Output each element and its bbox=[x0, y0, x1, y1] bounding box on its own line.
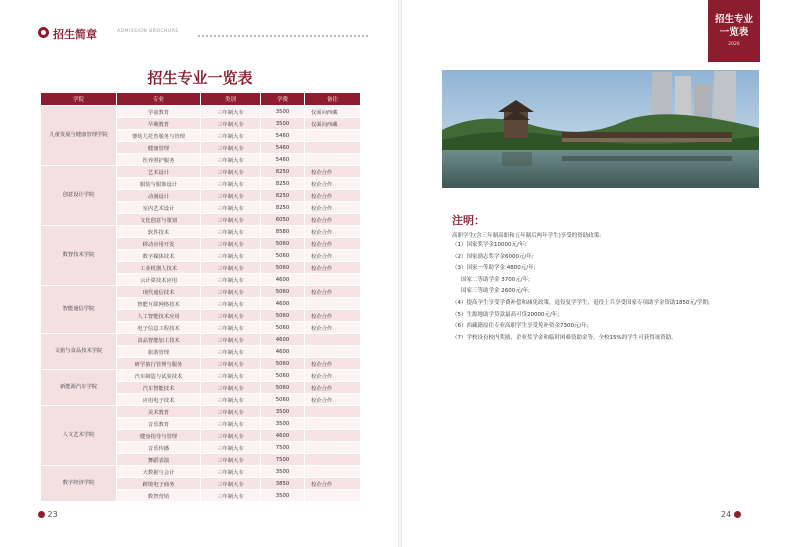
note-cell: 校企合作 bbox=[305, 262, 361, 274]
note-cell: 校企合作 bbox=[305, 250, 361, 262]
college-cell: 文旅与食品技术学院 bbox=[41, 334, 117, 370]
left-page bbox=[0, 0, 398, 547]
type-cell: 三年制大专 bbox=[201, 430, 261, 442]
type-cell: 三年制大专 bbox=[201, 226, 261, 238]
note-cell bbox=[305, 406, 361, 418]
fee-cell: 4600 bbox=[261, 334, 305, 346]
college-cell: 人文艺术学院 bbox=[41, 406, 117, 466]
note-cell: 校企合作 bbox=[305, 394, 361, 406]
note-cell: 校企合作 bbox=[305, 286, 361, 298]
corner-title-line1: 招生专业 bbox=[714, 14, 753, 25]
page-number-left-label: 23 bbox=[47, 510, 58, 519]
major-cell: 舞蹈表演 bbox=[117, 454, 201, 466]
note-cell bbox=[305, 154, 361, 166]
major-cell: 数智营销 bbox=[117, 490, 201, 502]
fee-cell: 4600 bbox=[261, 430, 305, 442]
fee-cell: 8580 bbox=[261, 226, 305, 238]
fee-cell: 3850 bbox=[261, 478, 305, 490]
type-cell: 三年制大专 bbox=[201, 250, 261, 262]
major-cell: 健康管理 bbox=[117, 142, 201, 154]
major-cell: 服装与服饰设计 bbox=[117, 178, 201, 190]
fee-cell: 5060 bbox=[261, 310, 305, 322]
fee-cell: 4600 bbox=[261, 298, 305, 310]
page-number-right-label: 24 bbox=[721, 510, 732, 519]
fee-cell: 3500 bbox=[261, 466, 305, 478]
fee-cell: 4600 bbox=[261, 274, 305, 286]
header-fee: 学费 bbox=[261, 93, 305, 106]
major-cell: 汽车智能技术 bbox=[117, 382, 201, 394]
type-cell: 三年制大专 bbox=[201, 154, 261, 166]
fee-cell: 5060 bbox=[261, 262, 305, 274]
fee-cell: 3500 bbox=[261, 406, 305, 418]
fee-cell: 5060 bbox=[261, 286, 305, 298]
fee-cell: 3500 bbox=[261, 418, 305, 430]
note-list bbox=[452, 240, 762, 344]
note-cell: 校企合作 bbox=[305, 322, 361, 334]
major-cell: 人工智能技术应用 bbox=[117, 310, 201, 322]
corner-tab bbox=[708, 0, 760, 62]
brand-logo-icon bbox=[38, 27, 49, 38]
note-item: （7）学校设有校内奖励、企业奖学金和临时困难资助金等，全校15%的学生可获得该资助。 bbox=[452, 334, 677, 341]
note-item: （5）生源地助学贷款最高可贷20000元/年; bbox=[452, 311, 560, 318]
type-cell: 三年制大专 bbox=[201, 262, 261, 274]
college-cell: 数智技术学院 bbox=[41, 226, 117, 286]
fee-cell: 5060 bbox=[261, 394, 305, 406]
brochure-header bbox=[38, 26, 368, 40]
type-cell: 三年制大专 bbox=[201, 406, 261, 418]
table-row bbox=[41, 286, 361, 298]
type-cell: 三年制大专 bbox=[201, 118, 261, 130]
major-cell: 美术教育 bbox=[117, 406, 201, 418]
fee-cell: 5460 bbox=[261, 130, 305, 142]
note-cell bbox=[305, 142, 361, 154]
header-divider bbox=[198, 35, 368, 37]
major-cell: 早期教育 bbox=[117, 118, 201, 130]
fee-cell: 7500 bbox=[261, 454, 305, 466]
major-cell: 文化创意与策划 bbox=[117, 214, 201, 226]
note-cell: 校企合作 bbox=[305, 382, 361, 394]
note-cell: 校企合作 bbox=[305, 358, 361, 370]
table-row bbox=[41, 406, 361, 418]
type-cell: 三年制大专 bbox=[201, 394, 261, 406]
major-cell: 动漫设计 bbox=[117, 190, 201, 202]
note-item: 国家三等助学金 2600元/年; bbox=[461, 288, 530, 295]
page-number-left bbox=[38, 510, 58, 519]
type-cell: 三年制大专 bbox=[201, 190, 261, 202]
header-subtitle: ADMISSION BROCHURE bbox=[117, 29, 179, 34]
type-cell: 三年制大专 bbox=[201, 142, 261, 154]
major-cell: 云计算技术应用 bbox=[117, 274, 201, 286]
college-cell: 智能通信学院 bbox=[41, 286, 117, 334]
major-cell: 室内艺术设计 bbox=[117, 202, 201, 214]
major-cell: 音乐教育 bbox=[117, 418, 201, 430]
type-cell: 三年制大专 bbox=[201, 274, 261, 286]
type-cell: 三年制大专 bbox=[201, 346, 261, 358]
type-cell: 三年制大专 bbox=[201, 106, 261, 118]
note-cell bbox=[305, 430, 361, 442]
table-body bbox=[41, 106, 361, 502]
fee-cell: 5060 bbox=[261, 250, 305, 262]
major-cell: 工业机器人技术 bbox=[117, 262, 201, 274]
page-dot-icon bbox=[734, 511, 741, 518]
fee-cell: 8250 bbox=[261, 190, 305, 202]
header-type: 类别 bbox=[201, 93, 261, 106]
type-cell: 三年制大专 bbox=[201, 322, 261, 334]
note-title: 注明： bbox=[452, 214, 485, 227]
note-cell: 校企合作 bbox=[305, 310, 361, 322]
major-cell: 医养照护服务 bbox=[117, 154, 201, 166]
note-cell bbox=[305, 454, 361, 466]
type-cell: 三年制大专 bbox=[201, 214, 261, 226]
note-item: （3）国家一等助学金 4800元/年; bbox=[452, 265, 536, 272]
note-cell: 校企合作 bbox=[305, 178, 361, 190]
fee-cell: 6050 bbox=[261, 214, 305, 226]
note-cell bbox=[305, 334, 361, 346]
major-cell: 跨境电子商务 bbox=[117, 478, 201, 490]
type-cell: 三年制大专 bbox=[201, 418, 261, 430]
major-cell: 应用电子技术 bbox=[117, 394, 201, 406]
fee-cell: 3500 bbox=[261, 118, 305, 130]
note-cell: 校企合作 bbox=[305, 214, 361, 226]
major-cell: 汽车制造与试验技术 bbox=[117, 370, 201, 382]
major-cell: 电子信息工程技术 bbox=[117, 322, 201, 334]
note-cell bbox=[305, 466, 361, 478]
note-cell: 校企合作 bbox=[305, 166, 361, 178]
corner-title-line2: 一览表 bbox=[719, 27, 749, 38]
fee-cell: 3500 bbox=[261, 106, 305, 118]
major-cell: 研学旅行管理与服务 bbox=[117, 358, 201, 370]
note-cell: 仅面向西藏 bbox=[305, 118, 361, 130]
type-cell: 三年制大专 bbox=[201, 178, 261, 190]
majors-table bbox=[40, 92, 361, 502]
table-row bbox=[41, 334, 361, 346]
note-item: （2）国家励志奖学金6000元/年; bbox=[452, 253, 534, 260]
fee-cell: 5060 bbox=[261, 358, 305, 370]
fee-cell: 5460 bbox=[261, 142, 305, 154]
type-cell: 三年制大专 bbox=[201, 358, 261, 370]
fee-cell: 8250 bbox=[261, 202, 305, 214]
header-title: 招生简章 bbox=[53, 28, 97, 41]
type-cell: 三年制大专 bbox=[201, 466, 261, 478]
note-cell bbox=[305, 442, 361, 454]
page-number-right bbox=[721, 510, 741, 519]
type-cell: 三年制大专 bbox=[201, 334, 261, 346]
table-row bbox=[41, 106, 361, 118]
note-cell bbox=[305, 418, 361, 430]
type-cell: 三年制大专 bbox=[201, 490, 261, 502]
note-cell bbox=[305, 490, 361, 502]
note-cell: 校企合作 bbox=[305, 370, 361, 382]
major-cell: 婴幼儿托育服务与管理 bbox=[117, 130, 201, 142]
note-item: （6）西藏籍原住专业高职学生享受免补资金7300元/年; bbox=[452, 323, 589, 330]
major-cell: 数字媒体技术 bbox=[117, 250, 201, 262]
type-cell: 三年制大专 bbox=[201, 310, 261, 322]
header-note: 备注 bbox=[305, 93, 361, 106]
fee-cell: 5060 bbox=[261, 382, 305, 394]
college-cell: 儿童发展与健康管理学院 bbox=[41, 106, 117, 166]
header-major: 专业 bbox=[117, 93, 201, 106]
campus-photo bbox=[442, 70, 759, 188]
note-item: 国家二等助学金 3700元/年; bbox=[461, 276, 530, 283]
college-cell: 创意设计学院 bbox=[41, 166, 117, 226]
major-cell: 大数据与会计 bbox=[117, 466, 201, 478]
college-cell: 数字经济学院 bbox=[41, 466, 117, 502]
major-cell: 艺术设计 bbox=[117, 166, 201, 178]
table-row bbox=[41, 370, 361, 382]
page-dot-icon bbox=[38, 511, 45, 518]
note-cell: 校企合作 bbox=[305, 190, 361, 202]
type-cell: 三年制大专 bbox=[201, 286, 261, 298]
note-cell bbox=[305, 298, 361, 310]
type-cell: 三年制大专 bbox=[201, 298, 261, 310]
major-cell: 智能互联网络技术 bbox=[117, 298, 201, 310]
major-cell: 移动应用开发 bbox=[117, 238, 201, 250]
major-cell: 软件技术 bbox=[117, 226, 201, 238]
fee-cell: 7500 bbox=[261, 442, 305, 454]
header-college: 学院 bbox=[41, 93, 117, 106]
table-row bbox=[41, 166, 361, 178]
major-cell: 学前教育 bbox=[117, 106, 201, 118]
note-item: （1）国家奖学金10000元/年; bbox=[452, 242, 527, 248]
corner-year: 2026 bbox=[728, 42, 740, 47]
type-cell: 三年制大专 bbox=[201, 454, 261, 466]
type-cell: 三年制大专 bbox=[201, 382, 261, 394]
table-row bbox=[41, 226, 361, 238]
note-cell: 校企合作 bbox=[305, 202, 361, 214]
note-intro: 高职学生(含三年制高职和五年制后两年学生)享受的资助政策: bbox=[452, 233, 602, 239]
table-header-row bbox=[41, 93, 361, 106]
fee-cell: 5060 bbox=[261, 322, 305, 334]
type-cell: 三年制大专 bbox=[201, 238, 261, 250]
fee-cell: 5460 bbox=[261, 154, 305, 166]
fee-cell: 4600 bbox=[261, 346, 305, 358]
type-cell: 三年制大专 bbox=[201, 202, 261, 214]
major-cell: 食品智能加工技术 bbox=[117, 334, 201, 346]
type-cell: 三年制大专 bbox=[201, 166, 261, 178]
note-cell: 仅面向西藏 bbox=[305, 106, 361, 118]
note-cell bbox=[305, 346, 361, 358]
note-cell bbox=[305, 130, 361, 142]
fee-cell: 8250 bbox=[261, 166, 305, 178]
note-cell: 校企合作 bbox=[305, 226, 361, 238]
major-cell: 现代通信技术 bbox=[117, 286, 201, 298]
type-cell: 三年制大专 bbox=[201, 130, 261, 142]
type-cell: 三年制大专 bbox=[201, 370, 261, 382]
table-title: 招生专业一览表 bbox=[147, 69, 253, 87]
note-item: （4）提高孕生享受学费补偿和减免政策，退役复学学生，退役士兵享受国家专项助学金资助1850元/学期; bbox=[452, 299, 710, 306]
fee-cell: 5060 bbox=[261, 238, 305, 250]
major-cell: 健身指导与管理 bbox=[117, 430, 201, 442]
fee-cell: 8250 bbox=[261, 178, 305, 190]
fee-cell: 5060 bbox=[261, 370, 305, 382]
fee-cell: 3500 bbox=[261, 490, 305, 502]
major-cell: 旅游管理 bbox=[117, 346, 201, 358]
type-cell: 三年制大专 bbox=[201, 478, 261, 490]
table-row bbox=[41, 466, 361, 478]
college-cell: 新能源汽车学院 bbox=[41, 370, 117, 406]
note-cell: 校企合作 bbox=[305, 238, 361, 250]
note-cell: 校企合作 bbox=[305, 478, 361, 490]
type-cell: 三年制大专 bbox=[201, 442, 261, 454]
note-cell bbox=[305, 274, 361, 286]
major-cell: 音乐传播 bbox=[117, 442, 201, 454]
